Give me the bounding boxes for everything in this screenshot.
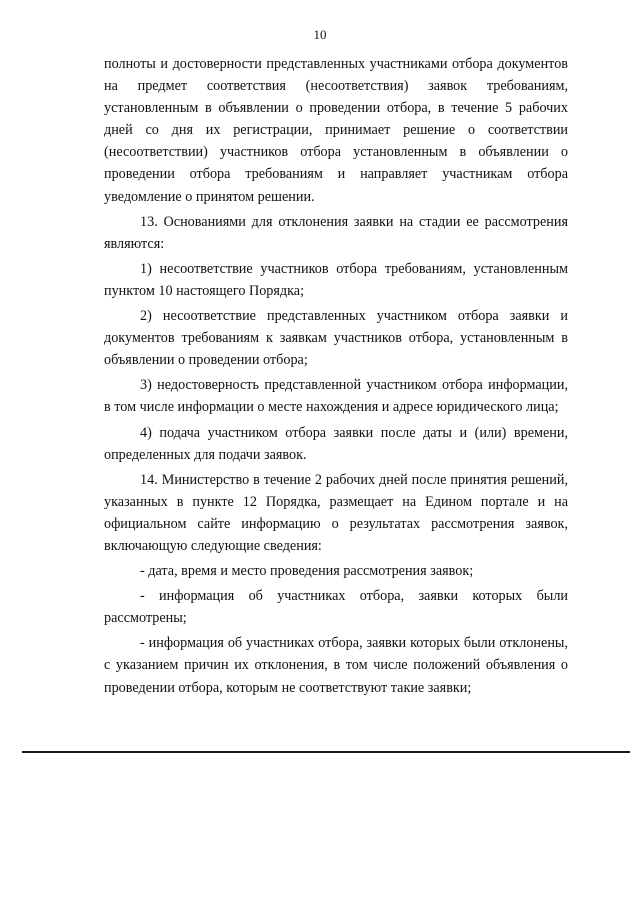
paragraph-item-3: 3) недостоверность представленной участником отбора информации, в том числе информации о месте нахождения и адресе юридического лица; — [104, 377, 568, 416]
paragraph-item-4: 4) подача участником отбора заявки после даты и (или) времени, определенных для подачи заявок. — [104, 424, 568, 463]
paragraph-section-13: 13. Основаниями для отклонения заявки на стадии ее рассмотрения являются: — [104, 213, 568, 252]
paragraph-bullet-3: - информация об участниках отбора, заявки которых были отклонены, с указанием причин их отклонения, в том числе положений объявления о проведении отбора, которым не соответствуют такие заявки; — [104, 635, 568, 696]
page-number: 10 — [313, 27, 327, 42]
footer-divider — [22, 751, 630, 753]
paragraph-continuation: полноты и достоверности представленных участниками отбора документов на предмет соответствия (несоответствия) заявок требованиям, установленным в объявлении о проведении отбора, в течение 5 рабочих дней со дня их регистрации, принимает решение о соответствии (несоответствии) участников отбора установленным в объявлении о проведении отбора требованиям и направляет участникам отбора уведомление о принятом решении. — [104, 56, 568, 205]
paragraph-bullet-1: - дата, время и место проведения рассмотрения заявок; — [140, 563, 474, 580]
paragraph-section-14: 14. Министерство в течение 2 рабочих дней после принятия решений, указанных в пункте 12 Порядка, размещает на Едином портале и на официальном сайте информацию о результатах рассмотрения заявок, включающую следующие сведения: — [104, 471, 568, 554]
paragraph-bullet-2: - информация об участниках отбора, заявки которых были рассмотрены; — [104, 588, 568, 627]
paragraph-item-2: 2) несоответствие представленных участником отбора заявки и документов требованиям к заявкам участников отбора, установленным в объявлении о проведении отбора; — [104, 308, 568, 369]
paragraph-item-1: 1) несоответствие участников отбора требованиям, установленным пунктом 10 настоящего Порядка; — [104, 260, 568, 299]
document-body — [104, 53, 568, 699]
